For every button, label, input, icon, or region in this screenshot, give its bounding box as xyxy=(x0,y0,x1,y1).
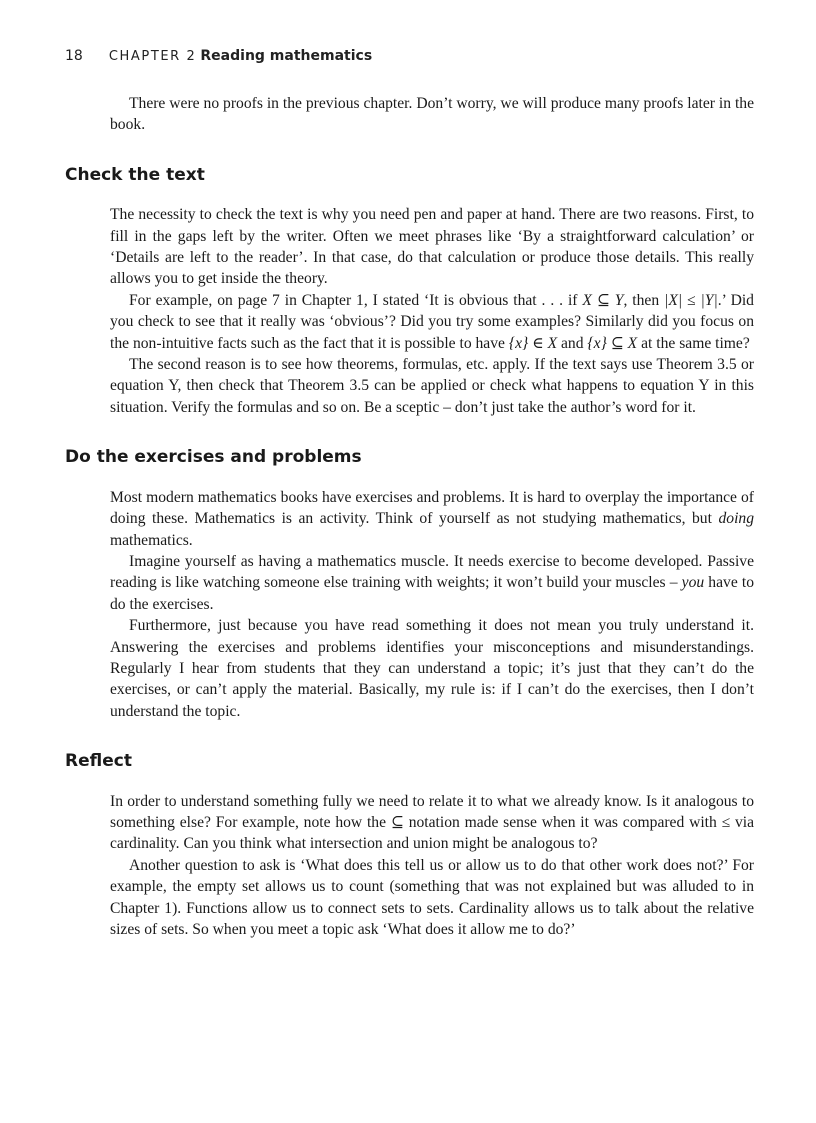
check-text-paragraph-3: The second reason is to see how theorems, formulas, etc. apply. If the text says use Theorem 3.5 or equation Y, then check that Theorem 3.5 can be applied or check what happens to equation Y in this situation. Verify the formulas and so on. Be a sceptic – don’t just take the author’s word for it. xyxy=(110,356,754,416)
check-text-paragraph-2: For example, on page 7 in Chapter 1, I stated ‘It is obvious that . . . if X ⊆ Y, then |X| ≤ |Y|.’ Did you check to see that it really was ‘obvious’? Did you try some examples? Similarly did you focus on the non-intuitive facts such as the fact that it is possible to have {x} ∈ X and {x} ⊆ X at the same time? xyxy=(110,291,754,352)
section-heading-exercises: Do the exercises and problems xyxy=(65,447,362,468)
emphasis-doing: doing xyxy=(718,510,754,528)
reflect-paragraph-2: Another question to ask is ‘What does this tell us or allow us to do that other work does not?’ For example, the empty set allows us to count (something that was not explained but was alluded to in Chapter 1). Functions allow us to connect sets to sets. Cardinality allows us to talk about the relative sizes of sets. So when you meet a topic ask ‘What does it allow me to do?’ xyxy=(110,856,754,938)
page-number: 18 xyxy=(65,48,83,64)
math-leq-symbol: ≤ xyxy=(721,813,731,831)
reflect-paragraph-1: In order to understand something fully we need to relate it to what we already know. Is it analogous to something else? For example, note how the ⊆ notation made sense when it was compared with ≤ via cardinality. Can you think what intersection and union might be analogous to? xyxy=(110,792,754,853)
section-heading-check-text: Check the text xyxy=(65,164,205,185)
chapter-title: Reading mathematics xyxy=(200,48,373,64)
math-subset: X ⊆ Y xyxy=(582,291,624,309)
math-subset-symbol: ⊆ xyxy=(390,813,404,831)
intro-paragraph: There were no proofs in the previous chapter. Don’t worry, we will produce many proofs later in the book. xyxy=(110,95,754,134)
math-element: {x} ∈ X xyxy=(508,334,558,352)
page-body xyxy=(65,93,754,940)
check-text-paragraph-1: The necessity to check the text is why you need pen and paper at hand. There are two reasons. First, to fill in the gaps left by the writer. Often we meet phrases like ‘By a straightforward calculation’ or ‘Details are left to the reader’. In that case, do that calculation or produce those details. This really allows you to get inside the theory. xyxy=(110,206,754,288)
chapter-label: CHAPTER 2 xyxy=(108,49,197,64)
exercises-paragraph-2: Imagine yourself as having a mathematics muscle. It needs exercise to become developed. Passive reading is like watching someone else training with weights; it won’t build your muscles – you have to do the exercises. xyxy=(110,552,754,613)
math-subset-2: {x} ⊆ X xyxy=(587,334,638,352)
section-heading-reflect: Reflect xyxy=(65,751,132,772)
math-cardinality: |X| ≤ |Y| xyxy=(664,291,718,309)
emphasis-you: you xyxy=(681,574,705,592)
exercises-paragraph-1: Most modern mathematics books have exercises and problems. It is hard to overplay the importance of doing these. Mathematics is an activity. Think of yourself as not studying mathematics, but doing mathematics. xyxy=(110,488,754,549)
running-header xyxy=(65,48,372,64)
exercises-paragraph-3: Furthermore, just because you have read something it does not mean you truly understand it. Answering the exercises and problems identifies your misconceptions and misunderstandings. Regularly I hear from students that they can understand a topic; it’s just that they can’t do the exercises, or can’t apply the material. Basically, my rule is: if I can’t do the exercises, then I don’t understand the topic. xyxy=(110,617,754,720)
